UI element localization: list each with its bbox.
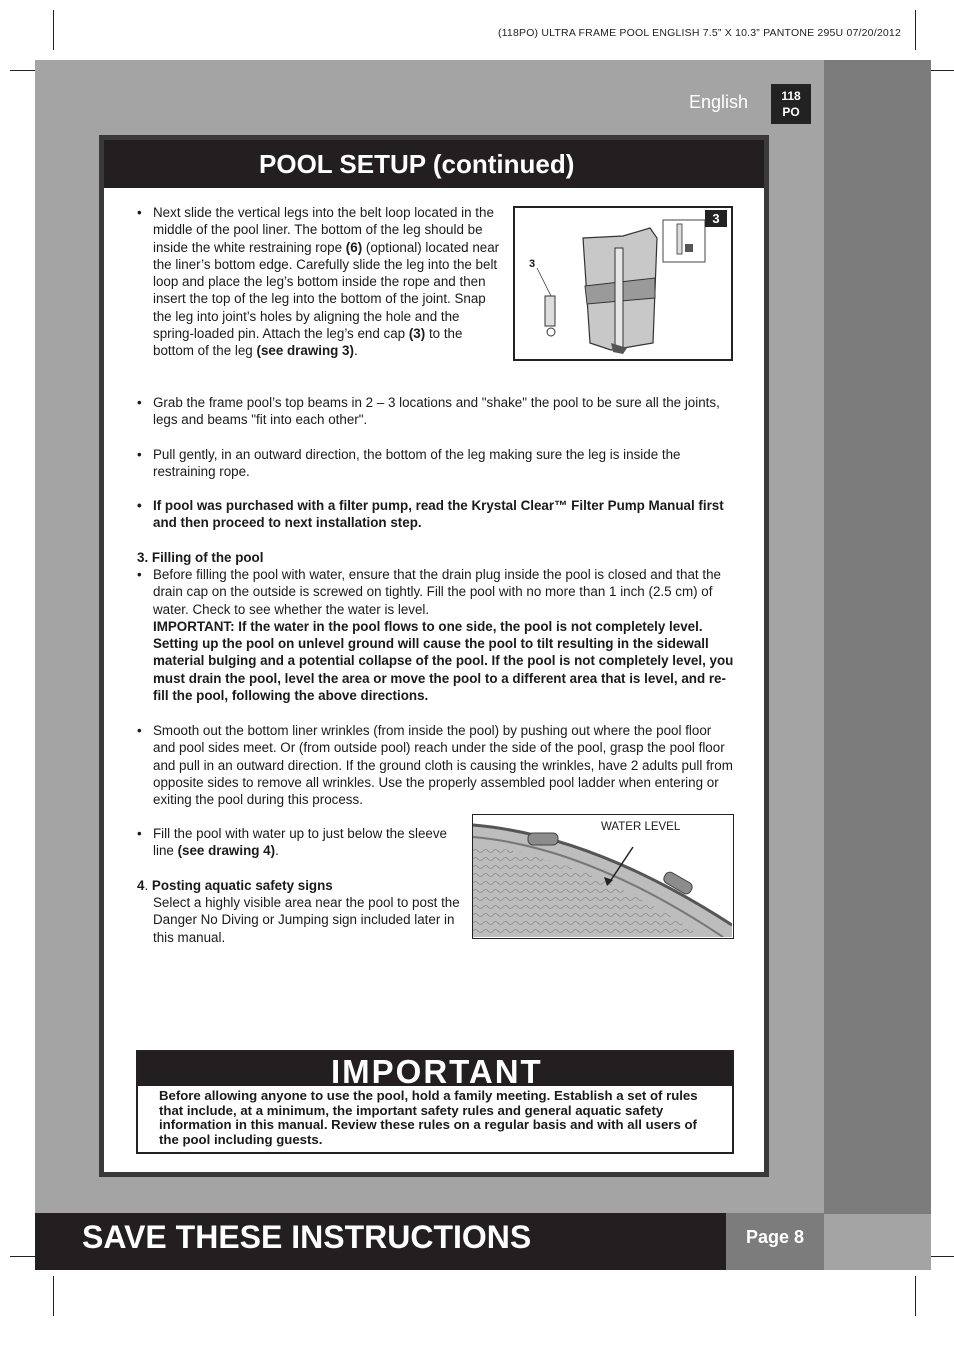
water-level-label: WATER LEVEL <box>601 821 681 833</box>
code-badge <box>771 84 811 124</box>
filling-heading: 3. Filling of the pool <box>137 550 264 565</box>
leg-illustration <box>515 208 731 359</box>
bullet: • <box>137 395 142 410</box>
code-line-2: PO <box>782 105 800 119</box>
important-box <box>136 1050 734 1154</box>
bullet: • <box>137 498 142 513</box>
print-note: (118PO) ULTRA FRAME POOL ENGLISH 7.5” X 10.3” PANTONE 295U 07/20/2012 <box>497 27 901 39</box>
crop-mark <box>915 10 916 50</box>
important-text: Before allowing anyone to use the pool, hold a family meeting. Establish a set of rules that include, at a minimum, the important safety rules and general aquatic safety information in this manual. Review these rules on a regular basis and with all users of the pool including guests. <box>159 1088 698 1147</box>
filling-text: Before filling the pool with water, ensure that the drain plug inside the pool is closed and that the drain cap on the outside is screwed on tightly. Fill the pool with no more than 1 inch (2.5 cm) of water. Check to see whether the water is level. <box>153 567 721 617</box>
crop-mark <box>53 10 54 50</box>
drawing-callout-label: 3 <box>529 258 536 270</box>
crop-mark <box>915 1276 916 1316</box>
posting-text: Select a highly visible area near the pool to post the Danger No Diving or Jumping sign included later in this manual. <box>153 895 460 945</box>
paragraph-legs: • Next slide the vertical legs into the belt loop located in the middle of the pool liner. The bottom of the leg should be inside the white restraining rope (6) (optional) located near the liner’s bottom edge. Carefully slide the leg into the belt loop and place the leg’s bottom inside the rope and then insert the top of the leg into the bottom of the joint. Snap the leg into joint’s holes by aligning the hole and the spring-loaded pin. Attach the leg’s end cap (3) to the bottom of the leg (see drawing 3). <box>137 205 500 359</box>
footer-title: SAVE THESE INSTRUCTIONS <box>35 1213 726 1270</box>
paragraph-fill-water: • Fill the pool with water up to just below the sleeve line (see drawing 4). <box>137 826 448 859</box>
bullet: • <box>137 567 142 582</box>
posting-heading: 4. Posting aquatic safety signs <box>137 878 333 893</box>
crop-mark <box>53 1276 54 1316</box>
page-number: Page 8 <box>726 1213 824 1270</box>
drawing-4 <box>472 814 734 939</box>
bullet: • <box>137 447 142 462</box>
paragraph-wrinkles: • Smooth out the bottom liner wrinkles (from inside the pool) by pushing out where the pool floor and pool sides meet. Or (from outside pool) reach under the side of the pool, grasp the pool floor and pull in an outward direction. If the ground cloth is causing the wrinkles, have 2 adults pull from opposite sides to remove all wrinkles. Use the properly assembled pool ladder when entering or exiting the pool during this process. <box>137 723 733 808</box>
bullet: • <box>137 723 142 738</box>
water-level-illustration <box>473 815 732 937</box>
bullet: • <box>137 826 142 841</box>
drawing-3 <box>513 206 733 361</box>
paragraph-filter-pump: • If pool was purchased with a filter pump, read the Krystal Clear™ Filter Pump Manual first and then proceed to next installation step. <box>137 498 724 531</box>
important-title: IMPORTANT <box>138 1052 732 1086</box>
filling-important: IMPORTANT: If the water in the pool flows to one side, the pool is not completely level. Setting up the pool on unlevel ground will cause the pool to tilt resulting in the sidewall material bulging and a potential collapse of the pool. If the pool is not completely level, you must drain the pool, level the area or move the pool to a different area that is level, and re-fill the pool, following the above directions. <box>153 618 734 704</box>
drawing-number-badge: 3 <box>705 210 727 227</box>
paragraph-shake: • Grab the frame pool’s top beams in 2 – 3 locations and "shake" the pool to be sure all the joints, legs and beams "fit into each other". <box>137 395 720 428</box>
section-title: POOL SETUP (continued) <box>104 140 764 188</box>
language-label: English <box>689 92 749 112</box>
side-bar <box>824 60 931 1214</box>
paragraph-filling <box>137 566 737 704</box>
paragraph-pull: • Pull gently, in an outward direction, the bottom of the leg making sure the leg is inside the restraining rope. <box>137 447 681 480</box>
bullet: • <box>137 205 142 220</box>
code-line-1: 118 <box>781 89 801 103</box>
